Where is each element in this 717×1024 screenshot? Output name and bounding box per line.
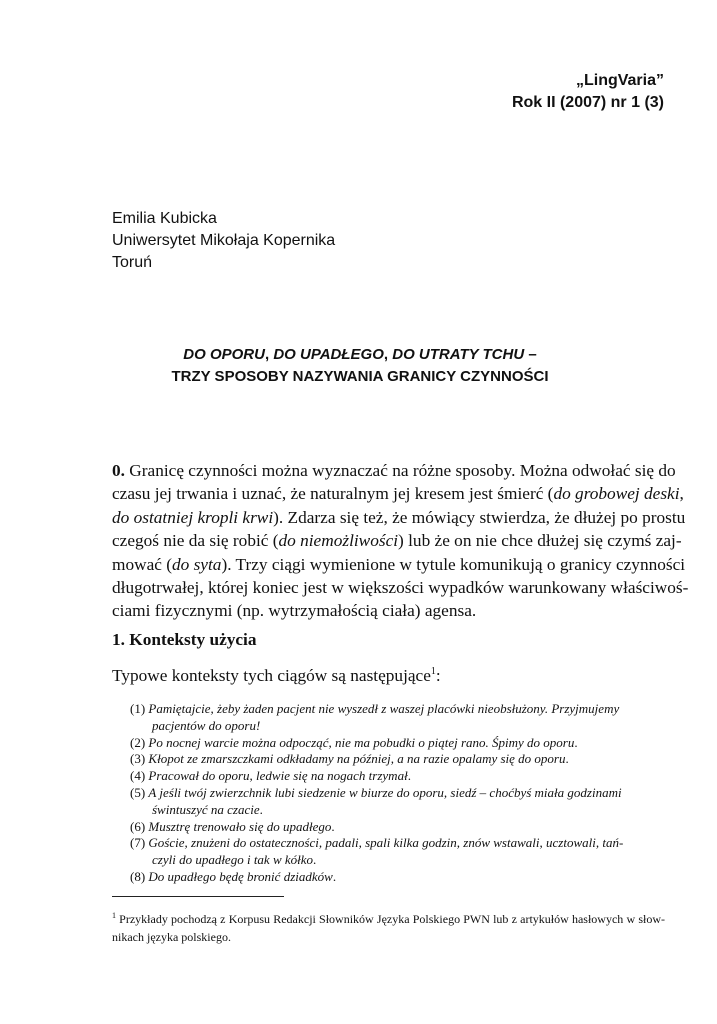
example-text: Pamiętajcie, żeby żaden pacjent nie wyszedł z waszej placówki nieobsłużony. Przyjmujemy [148,701,620,716]
example-number: (2) [130,734,149,750]
title-phrase-1: DO OPORU [183,346,265,363]
example-number: (7) [130,835,149,851]
footnote-line: nikach języka polskiego. [112,929,231,944]
title-phrase-2: DO UPADŁEGO [273,346,384,363]
paragraph-line: 0. Granicę czynności można wyznaczać na różne sposoby. Można odwołać się do [112,461,676,480]
title-dash: – [524,346,537,363]
paragraph-line: czegoś nie da się robić (do niemożliwości) lub że on nie chce dłużej się czymś zaj- [112,531,682,551]
footnote-line: $^1$ Przykłady pochodzą z Korpusu Redakcji Słowników Języka Polskiego PWN lub z artykułów hasłowych w słow- [112,911,665,926]
example-end-punct: . [574,734,578,750]
example-text: Musztrę trenowało się do upadłego [148,818,332,834]
example-phrase: do syta [171,554,222,574]
title-separator: , [383,346,393,363]
journal-issue: Rok II (2007) nr 1 (3) [511,94,664,111]
example-text: Po nocnej warcie można odpocząć, nie ma pobudki o piątej rano. Śpimy do oporu [148,734,575,750]
example-end-punct: . [565,751,569,767]
paragraph-line: długotrwałej, której koniec jest w większości wypadków warunkowany właściwoś- [112,578,689,598]
paragraph-line: czasu jej trwania i uznać, że naturalnym jej kresem jest śmierć (do grobowej deski, [112,484,684,504]
example-item [130,835,660,869]
paragraph-line: do ostatniej kropli krwi). Zdarza się też, że mówiący stwierdza, że dłużej po prostu [112,507,686,527]
author-affiliation: Uniwersytet Mikołaja Kopernika [112,232,336,249]
title-phrase-3: DO UTRATY TCHU [392,346,525,363]
example-number: (5) [130,784,149,800]
example-item [130,701,660,735]
article-title [60,344,660,388]
example-item [130,735,660,752]
section-1-intro: Typowe konteksty tych ciągów są następujące$^1$: [112,666,441,685]
example-text: Pracował do oporu, ledwie się na nogach trzymał [148,768,408,784]
title-separator: , [264,346,274,363]
section-1-heading: 1. Konteksty użycia [112,630,257,649]
paragraph-line: ciami fizycznymi (np. wytrzymałością ciała) agensa. [112,601,477,621]
footnote [112,907,665,946]
example-end-punct: . [332,868,337,884]
examples-list [130,701,660,886]
example-number: (1) [130,701,149,716]
footnote-marker[interactable]: 1 [430,666,436,678]
journal-header [512,70,664,114]
example-item [130,819,660,836]
example-item [130,869,660,886]
example-continuation-text: świntuszyć na czacie [152,801,260,817]
example-phrase: do niemożliwości [278,531,399,551]
example-item [130,751,660,768]
example-text: Do upadłego będę bronić dziadków [148,868,333,884]
example-end-punct: . [407,768,411,784]
journal-name: „LingVaria” [575,72,664,89]
example-text-continuation [130,718,660,735]
example-phrase: do grobowej deski [553,484,680,504]
example-continuation-text: czyli do upadłego i tak w kółko [152,852,314,868]
example-number: (4) [130,768,149,784]
example-end-punct: . [313,852,317,868]
example-text: A jeśli twój zwierzchnik lubi siedzenie w biurze do oporu, siedź – choćbyś miała godzinami [148,784,622,800]
footnote-divider [112,896,284,897]
example-text: Kłopot ze zmarszczkami odkładamy na później, a na razie opalamy się do oporu [148,751,566,767]
example-item [130,785,660,819]
example-continuation-text: pacjentów do oporu! [152,717,261,733]
paragraph-line: mować (do syta). Trzy ciągi wymienione w tytule komunikują o granicy czynności [112,554,686,574]
example-end-punct: . [259,801,263,817]
example-number: (8) [130,868,149,884]
section-number: 0. [112,461,125,480]
section-0-paragraph [112,459,689,623]
author-block [112,208,335,274]
author-name: Emilia Kubicka [112,210,217,227]
footnote-number: 1 [112,911,116,920]
example-end-punct: . [331,818,335,834]
example-text-continuation [130,802,660,819]
author-city: Toruń [112,254,153,271]
example-text: Goście, znużeni do ostateczności, padali, spali kilka godzin, znów wstawali, ucztowali, tań- [148,835,624,851]
example-text-continuation [130,852,660,869]
title-line-1 [60,344,660,366]
title-line-2: TRZY SPOSOBY NAZYWANIA GRANICY CZYNNOŚCI [171,368,549,385]
example-phrase: do ostatniej kropli krwi [112,507,274,527]
example-number: (3) [130,751,149,767]
example-number: (6) [130,818,149,834]
example-item [130,768,660,785]
